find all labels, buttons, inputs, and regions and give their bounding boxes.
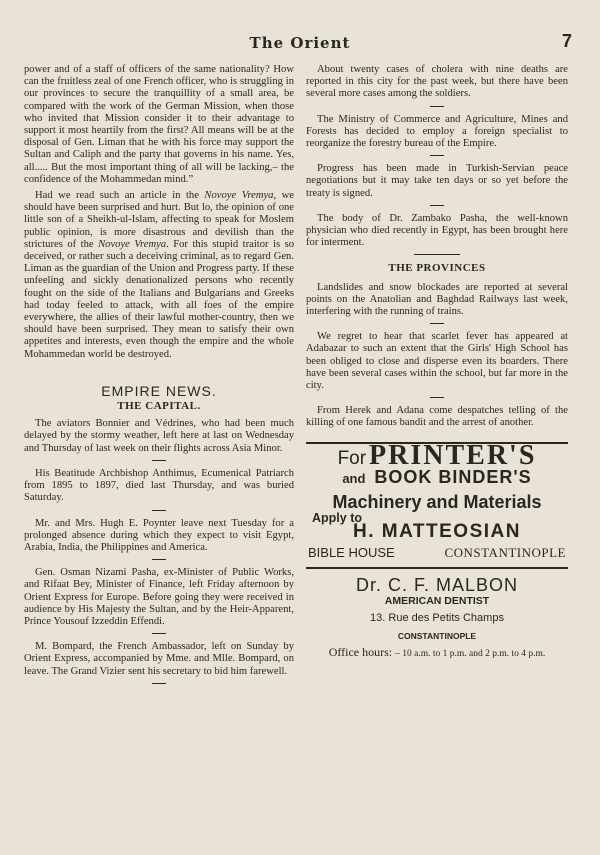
section-title-empire-news: EMPIRE NEWS. bbox=[101, 382, 217, 399]
divider bbox=[152, 683, 166, 684]
dentist-title: AMERICAN DENTIST bbox=[384, 595, 490, 608]
divider bbox=[152, 460, 166, 461]
ad-address bbox=[308, 547, 566, 559]
ad-and-word: and bbox=[342, 470, 366, 486]
left-column bbox=[24, 64, 294, 691]
divider bbox=[152, 633, 166, 634]
ad-address-city: CONSTANTINOPLE bbox=[444, 546, 566, 559]
ad-machinery-heading: Machinery and Materials bbox=[332, 492, 542, 513]
divider bbox=[430, 323, 444, 324]
article-paragraph: power and of a staff of officers of the same nationality? How can the fruitless zeal of one French officer, who is struggling in our provinces to secure the tranquillity of a small area, be compared with the work of the German Mission, when those who invited that Mission consider it to their advantage to support it most heartily from the first? All means will be at the disposal of Gen. Liman that he with his force may support the Sultan and Caliph and the party that governs in his name. Yes, all..... But the most important thing of all will be lacking,– the confidence of the Mohammedan mind.” bbox=[24, 64, 294, 185]
ad-for-word: For bbox=[337, 447, 367, 469]
hours-label: Office hours: bbox=[328, 644, 393, 659]
dentist-advertisement bbox=[306, 568, 568, 660]
news-item: The body of Dr. Zambako Pasha, the well-known physician who died recently in Egypt, has been brought here for interment. bbox=[306, 212, 568, 249]
dentist-name: Dr. C. F. MALBON bbox=[355, 574, 519, 595]
divider bbox=[430, 155, 444, 156]
page-number: 7 bbox=[561, 31, 572, 51]
dentist-city: CONSTANTINOPLE bbox=[397, 630, 477, 641]
article-paragraph: Had we read such an article in the Novoye Vremya, we should have been surprised and hurt. But lo, the opinion of one little son of a Sheikh-ul-Islam, affecting to speak for Moslem public opinion, is more disastrous and devilish than the strictures of the Novoye Vremya. For this stupid traitor is so deceived, or rather such a deceiving criminal, as to regard Gen. Liman as the guardian of the Union and Progress party. If these unfeeling and sickly denationalized persons who recently fought on the side of the Italians and Bulgarians and Greeks had today feeled to attack, with all foes of the empire everywhere, the allies of their lawful mother-country, then we should have been surprised. They mean to satisfy their own appetites and interests, even though the empire and the whole Mohammedan world be destroyed. bbox=[24, 190, 294, 360]
news-item: About twenty cases of cholera with nine deaths are reported in this city for the past week, but there have been several more cases among the soldiers. bbox=[306, 64, 568, 100]
right-column bbox=[306, 64, 568, 660]
news-item: M. Bompard, the French Ambassador, left on Sunday by Orient Express, accompanied by Mme. and Mlle. Bompard, on leave. The Grand Vizier sent his secretary to bid him farewell. bbox=[24, 641, 294, 677]
ad-merchant-name: H. MATTEOSIAN bbox=[353, 521, 521, 543]
ad-address-building: BIBLE HOUSE bbox=[308, 546, 395, 559]
ad-printers-word: PRINTER'S bbox=[369, 439, 537, 471]
printers-advertisement bbox=[306, 439, 568, 568]
ad-binders-word: BOOK BINDER'S bbox=[374, 466, 532, 487]
news-item: Landslides and snow blockades are reported at several points on the Anatolian and Baghdad Railways last week, interfering with the running of trains. bbox=[306, 281, 568, 318]
subsection-title-provinces: THE PROVINCES bbox=[388, 262, 486, 275]
news-item: Gen. Osman Nizami Pasha, ex-Minister of Public Works, and Rifaat Bey, Minister of Finance, left Friday afternoon by Orient Express for Europe. Before going they were received in audience by His Majesty the Sultan, and by the Heir-Apparent, Prince Yousouf Izzeddin Effendi. bbox=[24, 567, 294, 627]
dentist-street: 13. Rue des Petits Champs bbox=[370, 612, 504, 625]
divider bbox=[152, 510, 166, 511]
dentist-hours bbox=[306, 646, 568, 660]
hours-value: – 10 a.m. to 1 p.m. and 2 p.m. to 4 p.m. bbox=[395, 648, 546, 659]
divider bbox=[152, 559, 166, 560]
page-header bbox=[24, 31, 576, 54]
divider bbox=[430, 397, 444, 398]
news-item: His Beatitude Archbishop Anthimus, Ecumenical Patriarch from 1895 to 1897, died last Thursday, and was buried Saturday. bbox=[24, 467, 294, 504]
news-item: The Ministry of Commerce and Agriculture, Mines and Forests has decided to employ a foreign specialist to reorganize the forestry bureau of the Empire. bbox=[306, 113, 568, 150]
news-item: We regret to hear that scarlet fever has appeared at Adabazar to such an extent that the Girls' High School has been obliged to close and disperse even its boarders. There have been several cases within the school, but far more in the city. bbox=[306, 331, 568, 392]
masthead: The Orient bbox=[249, 34, 351, 52]
news-item: From Herek and Adana come despatches telling of the killing of one famous bandit and the arrest of another. bbox=[306, 405, 568, 429]
subsection-title-capital: THE CAPITAL. bbox=[117, 400, 201, 413]
divider bbox=[414, 254, 460, 255]
news-item: The aviators Bonnier and Védrines, who had been much delayed by the stormy weather, left here at last on Wednesday and Thursday of last week on their flights across Asia Minor. bbox=[24, 418, 294, 454]
news-item: Mr. and Mrs. Hugh E. Poynter leave next Tuesday for a prolonged absence during which they expect to visit Egypt, Arabia, India, the Philippines and America. bbox=[24, 517, 294, 553]
ad-apply-label: Apply to bbox=[312, 511, 362, 526]
divider bbox=[430, 106, 444, 107]
news-item: Progress has been made in Turkish-Servian peace negotiations but it may take ten days or so yet before the treaty is signed. bbox=[306, 163, 568, 199]
divider bbox=[430, 205, 444, 206]
